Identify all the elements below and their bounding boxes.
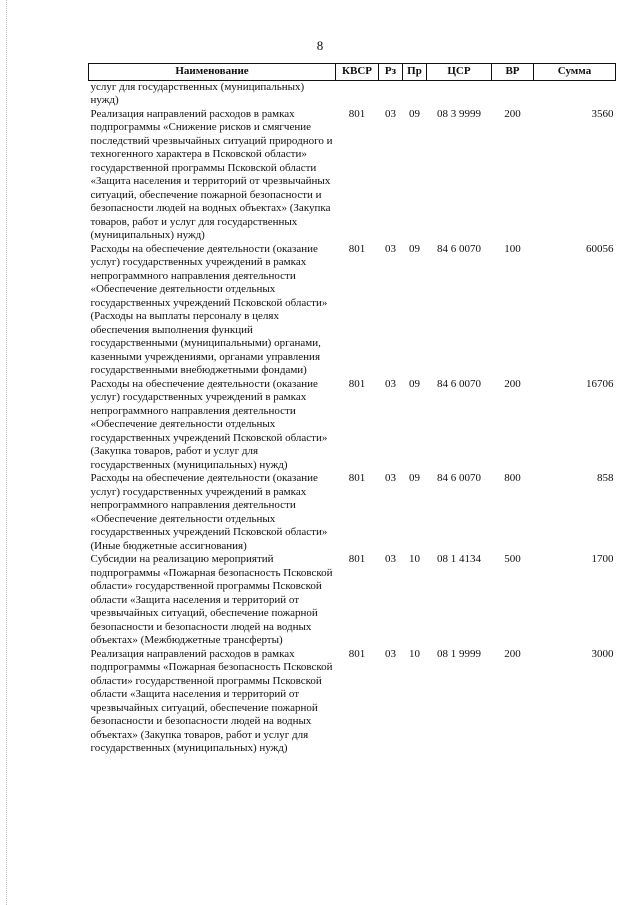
row-kvsr: 801 <box>348 107 366 120</box>
row-kvsr: 801 <box>348 553 366 565</box>
row-sum: 858 <box>597 472 614 484</box>
row-name: Расходы на обеспечение деятельности (оказание услуг) государственных учреждений в рамках непрограммного направления деятельности «Обеспечение деятельности отдельных государственных учреждений Псковской области» (Иные бюджетные ассигнования) <box>90 472 328 552</box>
table-row <box>89 472 616 553</box>
row-kvsr <box>336 80 379 108</box>
header-kvsr: КВСР <box>336 64 379 81</box>
row-kvsr: 801 <box>348 242 366 255</box>
row-sum: 3000 <box>591 647 614 660</box>
row-csr <box>427 80 492 108</box>
row-name: Расходы на обеспечение деятельности (оказание услуг) государственных учреждений в рамках непрограммного направления деятельности «Обеспечение деятельности отдельных государственных учреждений Псковской области» (Расходы на выплаты персоналу в целях обеспечения выполнения функций государственными (муниципальными) органами, казенными учреждениями, органами управления государственными внебюджетными фондами) <box>90 242 328 376</box>
row-csr: 84 6 0070 <box>437 472 481 484</box>
row-rz: 03 <box>385 242 396 255</box>
header-sum: Сумма <box>534 64 616 81</box>
row-pr <box>403 80 427 108</box>
header-rz: Рз <box>379 64 403 81</box>
row-name: услуг для государственных (муниципальных) нужд) <box>90 80 305 106</box>
row-vr: 500 <box>504 553 521 565</box>
row-csr: 84 6 0070 <box>437 242 481 255</box>
row-vr <box>492 80 534 108</box>
row-rz: 03 <box>385 553 396 565</box>
header-name: Наименование <box>89 64 336 81</box>
row-rz: 03 <box>385 472 396 484</box>
row-kvsr: 801 <box>348 472 366 484</box>
row-rz: 03 <box>385 107 396 120</box>
row-sum: 16706 <box>586 377 614 390</box>
row-csr: 84 6 0070 <box>437 377 481 390</box>
row-kvsr: 801 <box>348 377 366 390</box>
row-pr: 09 <box>409 377 420 390</box>
row-sum <box>534 80 616 108</box>
table-row <box>89 243 616 378</box>
row-vr: 200 <box>504 107 521 120</box>
row-name: Расходы на обеспечение деятельности (оказание услуг) государственных учреждений в рамках непрограммного направления деятельности «Обеспечение деятельности отдельных государственных учреждений Псковской области» (Закупка товаров, работ и услуг для государственных (муниципальных) нужд) <box>90 377 328 471</box>
table-row <box>89 108 616 243</box>
row-vr: 200 <box>504 647 521 660</box>
row-pr: 10 <box>409 553 420 565</box>
row-pr: 09 <box>409 107 420 120</box>
row-rz: 03 <box>385 647 396 660</box>
page-number: 8 <box>316 38 324 53</box>
row-sum: 1700 <box>591 553 614 565</box>
row-vr: 100 <box>504 242 521 255</box>
row-csr: 08 1 9999 <box>437 647 481 660</box>
row-rz <box>379 80 403 108</box>
table-header-row <box>89 64 616 81</box>
row-pr: 10 <box>409 647 420 660</box>
table-row <box>89 80 616 108</box>
table-row <box>89 378 616 473</box>
row-name: Реализация направлений расходов в рамках подпрограммы «Пожарная безопасность Псковской области» государственной программы Псковской области «Защита населения и территорий от чрезвычайных ситуаций, обеспечение пожарной безопасности и безопасности людей на водных объектах» (Закупка товаров, работ и услуг для государственных (муниципальных) нужд) <box>90 647 333 754</box>
row-kvsr: 801 <box>348 647 366 660</box>
row-vr: 200 <box>504 377 521 390</box>
row-name: Реализация направлений расходов в рамках подпрограммы «Снижение рисков и смягчение последствий чрезвычайных ситуаций природного и техногенного характера в Псковской области» государственной программы Псковской области «Защита населения и территорий от чрезвычайных ситуаций, обеспечение пожарной безопасности и безопасности людей на водных объектах» (Закупка товаров, работ и услуг для государственных (муниципальных) нужд) <box>90 107 333 241</box>
header-pr: Пр <box>403 64 427 81</box>
row-name: Субсидии на реализацию мероприятий подпрограммы «Пожарная безопасность Псковской области» государственной программы Псковской области «Защита населения и территорий от чрезвычайных ситуаций, обеспечение пожарной безопасности и безопасности людей на водных объектах» (Межбюджетные трансферты) <box>90 553 333 646</box>
row-vr: 800 <box>504 472 521 484</box>
table-row <box>89 553 616 648</box>
row-pr: 09 <box>409 242 420 255</box>
header-vr: ВР <box>492 64 534 81</box>
row-sum: 3560 <box>591 107 614 120</box>
row-rz: 03 <box>385 377 396 390</box>
header-csr: ЦСР <box>427 64 492 81</box>
row-pr: 09 <box>409 472 420 484</box>
scan-edge-line <box>6 0 8 905</box>
budget-table <box>88 63 616 756</box>
row-csr: 08 3 9999 <box>437 107 481 120</box>
row-csr: 08 1 4134 <box>437 553 481 565</box>
row-sum: 60056 <box>586 242 614 255</box>
table-row <box>89 648 616 756</box>
